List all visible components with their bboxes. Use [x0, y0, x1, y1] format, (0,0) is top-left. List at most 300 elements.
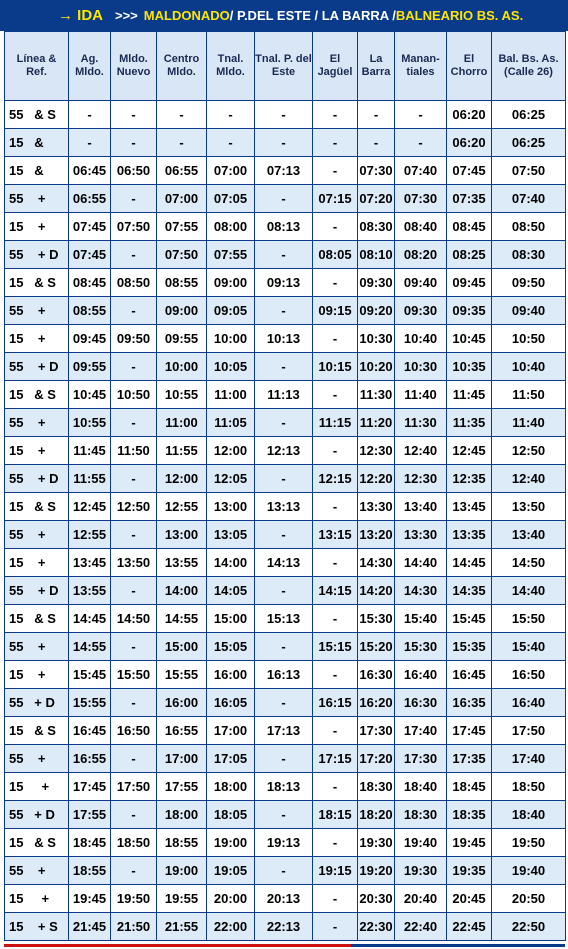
time-cell: 16:30: [395, 689, 447, 717]
time-cell: 21:55: [157, 913, 207, 941]
time-cell: 07:55: [157, 213, 207, 241]
time-cell: -: [313, 717, 358, 745]
time-cell: 16:35: [447, 689, 492, 717]
time-cell: 10:05: [207, 353, 255, 381]
time-cell: -: [207, 101, 255, 129]
route-last-stop: BALNEARIO BS. AS.: [395, 8, 524, 23]
time-cell: 18:40: [492, 801, 566, 829]
time-cell: -: [111, 465, 157, 493]
time-cell: 18:55: [157, 829, 207, 857]
time-cell: 12:13: [255, 437, 313, 465]
time-cell: 19:45: [447, 829, 492, 857]
time-cell: 14:40: [395, 549, 447, 577]
time-cell: 17:40: [395, 717, 447, 745]
column-header: Centro Mldo.: [157, 32, 207, 101]
time-cell: -: [255, 409, 313, 437]
column-header: Manan- tiales: [395, 32, 447, 101]
time-cell: 10:45: [69, 381, 111, 409]
line-ref-cell: 15 & S: [5, 493, 69, 521]
time-cell: 07:45: [69, 213, 111, 241]
time-cell: -: [111, 297, 157, 325]
time-cell: -: [111, 521, 157, 549]
route-middle-stops: / P.DEL ESTE / LA BARRA /: [229, 8, 396, 23]
time-cell: 09:45: [69, 325, 111, 353]
table-row: [5, 857, 566, 885]
time-cell: -: [313, 605, 358, 633]
time-cell: 15:30: [358, 605, 395, 633]
time-cell: -: [111, 353, 157, 381]
time-cell: -: [255, 521, 313, 549]
time-cell: -: [111, 577, 157, 605]
time-cell: 10:40: [492, 353, 566, 381]
time-cell: -: [313, 829, 358, 857]
time-cell: 08:05: [313, 241, 358, 269]
time-cell: 19:30: [358, 829, 395, 857]
time-cell: 11:50: [492, 381, 566, 409]
table-row: [5, 633, 566, 661]
table-row: [5, 773, 566, 801]
time-cell: 07:30: [358, 157, 395, 185]
direction-label: → IDA: [58, 7, 103, 24]
time-cell: 15:13: [255, 605, 313, 633]
line-ref-cell: 15 +: [5, 885, 69, 913]
table-row: [5, 689, 566, 717]
time-cell: 09:50: [111, 325, 157, 353]
time-cell: 11:45: [69, 437, 111, 465]
time-cell: 17:00: [157, 745, 207, 773]
time-cell: 19:50: [492, 829, 566, 857]
time-cell: 13:35: [447, 521, 492, 549]
time-cell: 07:00: [157, 185, 207, 213]
time-cell: 13:30: [395, 521, 447, 549]
time-cell: 16:55: [69, 745, 111, 773]
line-ref-cell: 55 +: [5, 633, 69, 661]
time-cell: 06:20: [447, 101, 492, 129]
timetable: [4, 31, 566, 941]
time-cell: 20:00: [207, 885, 255, 913]
time-cell: 15:00: [157, 633, 207, 661]
time-cell: -: [395, 129, 447, 157]
time-cell: 13:05: [207, 521, 255, 549]
line-ref-cell: 15 &: [5, 129, 69, 157]
time-cell: 14:45: [447, 549, 492, 577]
time-cell: 12:45: [447, 437, 492, 465]
time-cell: 15:55: [69, 689, 111, 717]
table-row: [5, 437, 566, 465]
time-cell: 14:35: [447, 577, 492, 605]
table-row: [5, 605, 566, 633]
time-cell: 11:30: [395, 409, 447, 437]
time-cell: 13:45: [69, 549, 111, 577]
time-cell: 10:20: [358, 353, 395, 381]
time-cell: 06:25: [492, 101, 566, 129]
time-cell: -: [69, 129, 111, 157]
time-cell: 13:40: [492, 521, 566, 549]
line-ref-cell: 15 & S: [5, 605, 69, 633]
time-cell: 14:00: [207, 549, 255, 577]
time-cell: -: [313, 157, 358, 185]
column-header: La Barra: [358, 32, 395, 101]
time-cell: 12:05: [207, 465, 255, 493]
table-row: [5, 801, 566, 829]
time-cell: 11:13: [255, 381, 313, 409]
time-cell: -: [358, 101, 395, 129]
table-row: [5, 549, 566, 577]
line-ref-cell: 55 + D: [5, 353, 69, 381]
time-cell: 18:00: [157, 801, 207, 829]
column-header: Tnal. P. del Este: [255, 32, 313, 101]
time-cell: 17:35: [447, 745, 492, 773]
table-row: [5, 101, 566, 129]
time-cell: 10:00: [207, 325, 255, 353]
time-cell: 08:45: [447, 213, 492, 241]
time-cell: 16:00: [207, 661, 255, 689]
column-header: Ag. Mldo.: [69, 32, 111, 101]
time-cell: 16:50: [492, 661, 566, 689]
line-ref-cell: 55 & S: [5, 101, 69, 129]
time-cell: 11:35: [447, 409, 492, 437]
time-cell: 14:50: [492, 549, 566, 577]
timetable-body: [5, 101, 566, 941]
time-cell: -: [111, 633, 157, 661]
time-cell: 22:45: [447, 913, 492, 941]
time-cell: 20:13: [255, 885, 313, 913]
time-cell: 18:45: [69, 829, 111, 857]
time-cell: 12:15: [313, 465, 358, 493]
time-cell: -: [255, 689, 313, 717]
line-ref-cell: 15 +: [5, 437, 69, 465]
time-cell: 19:50: [111, 885, 157, 913]
time-cell: -: [111, 745, 157, 773]
time-cell: 12:30: [395, 465, 447, 493]
time-cell: 07:55: [207, 241, 255, 269]
bottom-blue-rule: [351, 944, 565, 947]
time-cell: 19:05: [207, 857, 255, 885]
time-cell: 19:15: [313, 857, 358, 885]
time-cell: 12:40: [395, 437, 447, 465]
time-cell: 08:00: [207, 213, 255, 241]
time-cell: 14:05: [207, 577, 255, 605]
time-cell: -: [255, 185, 313, 213]
time-cell: 20:40: [395, 885, 447, 913]
table-row: [5, 157, 566, 185]
time-cell: 15:30: [395, 633, 447, 661]
line-ref-cell: 15 +: [5, 213, 69, 241]
column-header: Mldo. Nuevo: [111, 32, 157, 101]
line-ref-cell: 55 +: [5, 857, 69, 885]
column-header: Línea & Ref.: [5, 32, 69, 101]
route-first-stop: MALDONADO: [143, 8, 230, 23]
time-cell: 16:50: [111, 717, 157, 745]
time-cell: -: [395, 101, 447, 129]
time-cell: 16:00: [157, 689, 207, 717]
time-cell: 16:55: [157, 717, 207, 745]
table-row: [5, 381, 566, 409]
time-cell: 16:13: [255, 661, 313, 689]
time-cell: -: [255, 465, 313, 493]
table-row: [5, 885, 566, 913]
table-row: [5, 521, 566, 549]
time-cell: 09:00: [207, 269, 255, 297]
time-cell: 18:13: [255, 773, 313, 801]
time-cell: 15:55: [157, 661, 207, 689]
time-cell: -: [111, 101, 157, 129]
time-cell: 18:40: [395, 773, 447, 801]
time-cell: 19:45: [69, 885, 111, 913]
time-cell: 12:35: [447, 465, 492, 493]
time-cell: 08:55: [69, 297, 111, 325]
time-cell: 11:45: [447, 381, 492, 409]
time-cell: 17:05: [207, 745, 255, 773]
line-ref-cell: 55 + D: [5, 577, 69, 605]
time-cell: 07:30: [395, 185, 447, 213]
time-cell: 12:00: [207, 437, 255, 465]
time-cell: 12:50: [492, 437, 566, 465]
time-cell: 10:40: [395, 325, 447, 353]
time-cell: 19:13: [255, 829, 313, 857]
time-cell: 16:45: [447, 661, 492, 689]
time-cell: 12:55: [69, 521, 111, 549]
time-cell: 10:15: [313, 353, 358, 381]
time-cell: 12:50: [111, 493, 157, 521]
time-cell: -: [255, 633, 313, 661]
time-cell: 21:50: [111, 913, 157, 941]
time-cell: -: [313, 101, 358, 129]
time-cell: 20:45: [447, 885, 492, 913]
time-cell: 19:40: [492, 857, 566, 885]
time-cell: 22:13: [255, 913, 313, 941]
time-cell: 19:35: [447, 857, 492, 885]
time-cell: 19:30: [395, 857, 447, 885]
time-cell: 08:50: [111, 269, 157, 297]
time-cell: 17:40: [492, 745, 566, 773]
time-cell: 17:30: [358, 717, 395, 745]
line-ref-cell: 15 +: [5, 549, 69, 577]
time-cell: 11:55: [157, 437, 207, 465]
table-row: [5, 353, 566, 381]
time-cell: -: [313, 437, 358, 465]
time-cell: 07:40: [395, 157, 447, 185]
time-cell: 09:55: [69, 353, 111, 381]
time-cell: -: [111, 129, 157, 157]
time-cell: 10:55: [69, 409, 111, 437]
time-cell: -: [255, 745, 313, 773]
time-cell: 15:45: [447, 605, 492, 633]
time-cell: 08:40: [395, 213, 447, 241]
time-cell: 07:45: [69, 241, 111, 269]
header-row: [5, 32, 566, 101]
time-cell: 17:30: [395, 745, 447, 773]
time-cell: 10:30: [395, 353, 447, 381]
time-cell: 15:15: [313, 633, 358, 661]
time-cell: -: [111, 689, 157, 717]
time-cell: -: [255, 801, 313, 829]
line-ref-cell: 15 & S: [5, 381, 69, 409]
line-ref-cell: 15 & S: [5, 717, 69, 745]
time-cell: 08:50: [492, 213, 566, 241]
time-cell: 06:20: [447, 129, 492, 157]
time-cell: 08:30: [492, 241, 566, 269]
table-row: [5, 577, 566, 605]
time-cell: -: [255, 129, 313, 157]
line-ref-cell: 55 +: [5, 745, 69, 773]
time-cell: 07:05: [207, 185, 255, 213]
time-cell: 06:55: [69, 185, 111, 213]
time-cell: 12:20: [358, 465, 395, 493]
time-cell: 15:45: [69, 661, 111, 689]
time-cell: 19:00: [207, 829, 255, 857]
time-cell: 17:45: [69, 773, 111, 801]
time-cell: 13:55: [69, 577, 111, 605]
time-cell: 14:30: [358, 549, 395, 577]
time-cell: 10:50: [492, 325, 566, 353]
table-row: [5, 913, 566, 941]
time-cell: 09:00: [157, 297, 207, 325]
time-cell: -: [313, 269, 358, 297]
time-cell: 19:40: [395, 829, 447, 857]
time-cell: 09:13: [255, 269, 313, 297]
time-cell: 11:55: [69, 465, 111, 493]
time-cell: 21:45: [69, 913, 111, 941]
time-cell: 16:15: [313, 689, 358, 717]
time-cell: 14:50: [111, 605, 157, 633]
time-cell: 08:10: [358, 241, 395, 269]
time-cell: 18:00: [207, 773, 255, 801]
time-cell: 10:00: [157, 353, 207, 381]
time-cell: 15:20: [358, 633, 395, 661]
time-cell: 12:45: [69, 493, 111, 521]
time-cell: 09:20: [358, 297, 395, 325]
time-cell: 11:20: [358, 409, 395, 437]
time-cell: 12:30: [358, 437, 395, 465]
time-cell: 09:35: [447, 297, 492, 325]
time-cell: 09:55: [157, 325, 207, 353]
line-ref-cell: 55 +: [5, 185, 69, 213]
time-cell: 17:55: [69, 801, 111, 829]
time-cell: 07:00: [207, 157, 255, 185]
time-cell: -: [255, 297, 313, 325]
time-cell: 09:40: [492, 297, 566, 325]
table-row: [5, 829, 566, 857]
time-cell: 19:00: [157, 857, 207, 885]
time-cell: -: [207, 129, 255, 157]
time-cell: 22:40: [395, 913, 447, 941]
time-cell: 18:35: [447, 801, 492, 829]
line-ref-cell: 15 +: [5, 773, 69, 801]
time-cell: 13:45: [447, 493, 492, 521]
time-cell: 17:20: [358, 745, 395, 773]
time-cell: 13:00: [207, 493, 255, 521]
time-cell: 07:20: [358, 185, 395, 213]
time-cell: 18:50: [492, 773, 566, 801]
line-ref-cell: 15 &: [5, 157, 69, 185]
time-cell: 11:15: [313, 409, 358, 437]
time-cell: 22:30: [358, 913, 395, 941]
time-cell: 19:20: [358, 857, 395, 885]
time-cell: -: [255, 857, 313, 885]
time-cell: 13:15: [313, 521, 358, 549]
time-cell: 11:30: [358, 381, 395, 409]
time-cell: -: [358, 129, 395, 157]
line-ref-cell: 55 + D: [5, 241, 69, 269]
line-ref-cell: 15 +: [5, 661, 69, 689]
time-cell: 13:50: [492, 493, 566, 521]
time-cell: 09:40: [395, 269, 447, 297]
time-cell: 18:50: [111, 829, 157, 857]
time-cell: 08:25: [447, 241, 492, 269]
column-header: Tnal. Mldo.: [207, 32, 255, 101]
table-row: [5, 465, 566, 493]
time-cell: -: [313, 493, 358, 521]
time-cell: 19:55: [157, 885, 207, 913]
time-cell: 18:55: [69, 857, 111, 885]
time-cell: 10:50: [111, 381, 157, 409]
time-cell: -: [313, 129, 358, 157]
route-prefix: >>>: [115, 8, 138, 23]
time-cell: 09:30: [358, 269, 395, 297]
bottom-red-rule: [4, 944, 351, 947]
time-cell: 11:40: [395, 381, 447, 409]
column-header: El Chorro: [447, 32, 492, 101]
time-cell: -: [313, 773, 358, 801]
time-cell: 13:50: [111, 549, 157, 577]
table-row: [5, 129, 566, 157]
time-cell: 15:40: [395, 605, 447, 633]
time-cell: 22:00: [207, 913, 255, 941]
time-cell: 14:55: [69, 633, 111, 661]
time-cell: 09:50: [492, 269, 566, 297]
line-ref-cell: 55 +: [5, 409, 69, 437]
time-cell: 07:40: [492, 185, 566, 213]
line-ref-cell: 15 & S: [5, 829, 69, 857]
time-cell: 15:35: [447, 633, 492, 661]
time-cell: -: [255, 353, 313, 381]
time-cell: -: [157, 129, 207, 157]
table-row: [5, 297, 566, 325]
time-cell: -: [255, 101, 313, 129]
time-cell: 22:50: [492, 913, 566, 941]
time-cell: 14:00: [157, 577, 207, 605]
table-row: [5, 185, 566, 213]
time-cell: 14:13: [255, 549, 313, 577]
time-cell: 16:45: [69, 717, 111, 745]
time-cell: 15:00: [207, 605, 255, 633]
time-cell: -: [313, 381, 358, 409]
table-row: [5, 325, 566, 353]
time-cell: -: [313, 213, 358, 241]
time-cell: 10:35: [447, 353, 492, 381]
time-cell: 18:15: [313, 801, 358, 829]
time-cell: -: [111, 409, 157, 437]
table-row: [5, 717, 566, 745]
time-cell: -: [313, 661, 358, 689]
time-cell: 18:30: [395, 801, 447, 829]
time-cell: 13:00: [157, 521, 207, 549]
time-cell: 09:05: [207, 297, 255, 325]
time-cell: 06:25: [492, 129, 566, 157]
line-ref-cell: 55 + D: [5, 689, 69, 717]
time-cell: -: [111, 801, 157, 829]
time-cell: 10:45: [447, 325, 492, 353]
time-cell: 15:50: [492, 605, 566, 633]
time-cell: 10:30: [358, 325, 395, 353]
table-row: [5, 745, 566, 773]
time-cell: 08:30: [358, 213, 395, 241]
time-cell: 08:45: [69, 269, 111, 297]
time-cell: 16:20: [358, 689, 395, 717]
time-cell: 07:50: [157, 241, 207, 269]
time-cell: 11:00: [207, 381, 255, 409]
